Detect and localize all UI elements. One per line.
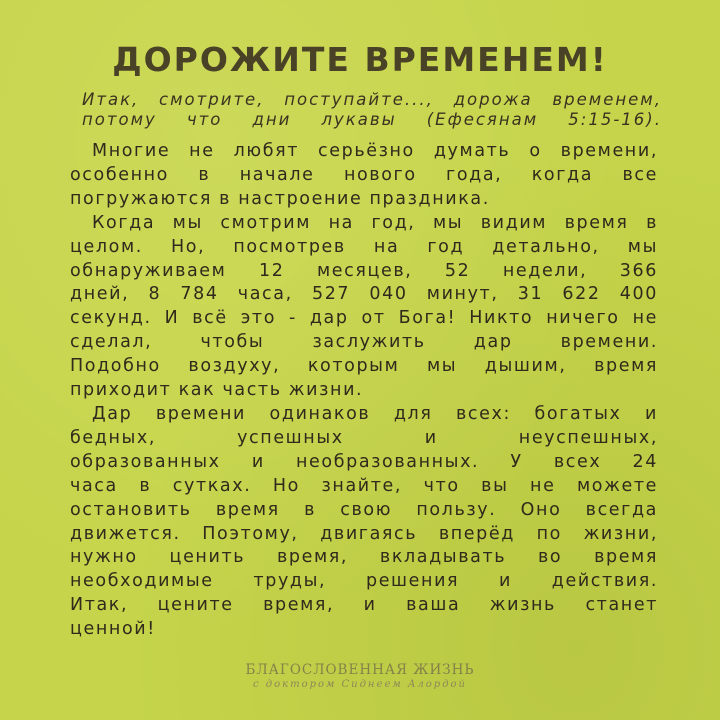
body-line: секунд. И всё это - дар от Бога! Никто ничего не [70,308,658,329]
body-line: бедных, успешных и неуспешных, [70,427,658,448]
epigraph-line: потому что дни лукавы (Ефесянам 5:15-16). [82,110,662,129]
body-line: обнаруживаем 12 месяцев, 52 недели, 366 [70,260,658,281]
footer-logo [0,662,720,690]
page-title: ДОРОЖИТЕ ВРЕМЕНЕМ! [112,40,608,79]
body-line: необходимые труды, решения и действия. [70,571,658,592]
body-line: сделал, чтобы заслужить дар времени. [70,332,658,353]
article-body [70,140,658,642]
body-line: Дар времени одинаков для всех: богатых и [92,403,658,424]
brand-subtitle: с доктором Сиднеем Алордой [253,679,467,690]
body-line: нужно ценить время, вкладывать во время [70,547,658,568]
body-line: часа в сутках. Но знайте, что вы не можете [70,475,658,496]
body-line: образованных и необразованных. У всех 24 [70,451,658,472]
body-line: Итак, цените время, и ваша жизнь станет [70,595,658,616]
body-line: движется. Поэтому, двигаясь вперёд по жизни, [70,523,658,544]
body-line: Подобно воздуху, которым мы дышим, время [70,356,658,377]
body-line: Многие не любят серьёзно думать о времени, [92,141,658,161]
body-line: приходит как часть жизни. [70,380,364,401]
body-line: целом. Но, посмотрев на год детально, мы [70,236,658,257]
body-line: остановить время в свою пользу. Оно всегда [70,499,658,520]
epigraph-line: Итак, смотрите, поступайте..., дорожа временем, [82,90,662,109]
body-line: Когда мы смотрим на год, мы видим время в [92,212,658,233]
body-line: ценной! [70,619,156,640]
body-line: особенно в начале нового года, когда все [70,164,658,185]
epigraph [82,90,662,130]
body-line: дней, 8 784 часа, 527 040 минут, 31 622 400 [70,284,658,305]
body-line: погружаются в настроение праздника. [70,188,490,209]
brand-name: БЛАГОСЛОВЕННАЯ ЖИЗНЬ [245,662,475,678]
